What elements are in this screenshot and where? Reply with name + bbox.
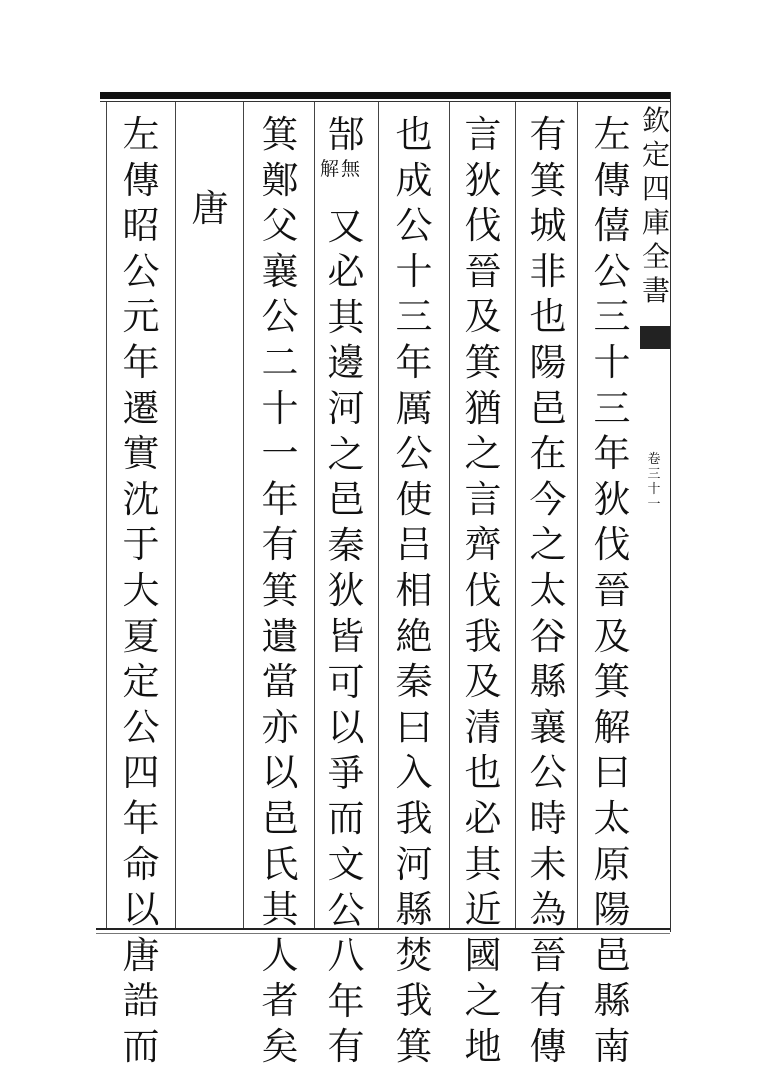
text-char: 命 <box>122 842 160 886</box>
text-char: 縣 <box>593 979 631 1023</box>
column-divider <box>378 102 379 928</box>
text-char: 昭 <box>122 204 160 248</box>
text-char: 傳 <box>529 1024 567 1068</box>
text-char: 公 <box>593 249 631 293</box>
juan-char: 卷 <box>647 452 661 467</box>
text-char: 我 <box>395 796 433 840</box>
text-char: 而 <box>122 1024 160 1068</box>
text-char: 公 <box>395 204 433 248</box>
text-char: 之 <box>529 523 567 567</box>
column-divider <box>175 102 176 928</box>
text-char: 河 <box>395 842 433 886</box>
text-char: 遺 <box>261 614 299 658</box>
text-char: 文 <box>327 842 365 886</box>
note-char: 解 <box>319 158 339 180</box>
text-char: 及 <box>464 660 502 704</box>
column-divider <box>243 102 244 928</box>
text-char: 左 <box>122 113 160 156</box>
text-char: 解 <box>593 705 631 749</box>
text-char: 郜 <box>327 113 365 156</box>
text-char: 元 <box>122 295 160 339</box>
text-char: 可 <box>327 660 365 704</box>
top-border-thin <box>100 101 670 102</box>
text-char: 沈 <box>122 477 160 521</box>
text-char: 時 <box>529 796 567 840</box>
text-char: 及 <box>593 614 631 658</box>
text-char: 狄 <box>464 158 502 202</box>
text-char: 成 <box>395 158 433 202</box>
text-char: 公 <box>122 249 160 293</box>
text-char: 氏 <box>261 842 299 886</box>
text-char: 十 <box>395 249 433 293</box>
text-char: 遷 <box>122 386 160 430</box>
text-char: 年 <box>327 979 365 1023</box>
text-char: 伐 <box>464 204 502 248</box>
text-char: 狄 <box>327 569 365 613</box>
text-char: 公 <box>327 888 365 932</box>
text-char: 必 <box>327 250 365 294</box>
text-char: 焚 <box>395 933 433 977</box>
column-divider <box>515 102 516 928</box>
text-char: 皆 <box>327 614 365 658</box>
text-char: 唐 <box>122 933 160 977</box>
text-char: 襄 <box>261 249 299 293</box>
text-char: 其 <box>464 842 502 886</box>
text-char: 鄭 <box>261 158 299 202</box>
text-char: 傳 <box>122 158 160 202</box>
text-char: 十 <box>593 340 631 384</box>
text-char: 八 <box>327 934 365 978</box>
text-char: 晉 <box>464 249 502 293</box>
text-char: 晉 <box>593 568 631 612</box>
text-char: 清 <box>464 705 502 749</box>
title-char: 定 <box>641 138 670 171</box>
note-char: 無 <box>341 158 361 180</box>
column-divider <box>106 102 107 928</box>
text-char: 父 <box>261 204 299 248</box>
text-char: 城 <box>529 204 567 248</box>
text-char: 絶 <box>395 614 433 658</box>
text-char: 河 <box>327 386 365 430</box>
column-divider <box>577 102 578 928</box>
text-char: 太 <box>529 568 567 612</box>
text-char: 年 <box>122 340 160 384</box>
text-char: 在 <box>529 432 567 476</box>
text-char: 邑 <box>593 933 631 977</box>
text-char: 秦 <box>395 660 433 704</box>
text-char: 以 <box>261 751 299 795</box>
text-char: 公 <box>395 432 433 476</box>
text-column-1 <box>584 112 640 1069</box>
juan-label <box>644 452 664 512</box>
text-column-5 <box>318 112 374 1070</box>
text-char: 年 <box>395 340 433 384</box>
text-char: 縣 <box>529 660 567 704</box>
interlinear-note <box>310 158 370 202</box>
text-char: 厲 <box>395 386 433 430</box>
text-char: 唐 <box>191 187 229 230</box>
text-char: 邊 <box>327 341 365 385</box>
top-border <box>100 92 670 99</box>
text-char: 當 <box>261 660 299 704</box>
text-char: 人 <box>261 933 299 977</box>
note-right <box>320 158 339 202</box>
text-char: 也 <box>529 295 567 339</box>
text-column-4 <box>386 112 442 1069</box>
text-char: 近 <box>464 888 502 932</box>
text-char: 一 <box>261 432 299 476</box>
text-char: 夏 <box>122 614 160 658</box>
text-char: 邑 <box>529 386 567 430</box>
text-char: 南 <box>593 1024 631 1068</box>
text-char: 國 <box>464 933 502 977</box>
text-char: 有 <box>529 979 567 1023</box>
text-char: 年 <box>593 432 631 476</box>
text-char: 有 <box>529 113 567 156</box>
text-char: 公 <box>529 751 567 795</box>
text-char: 十 <box>261 386 299 430</box>
text-char: 亦 <box>261 705 299 749</box>
juan-char: 十 <box>647 482 661 497</box>
text-char: 年 <box>261 477 299 521</box>
text-char: 為 <box>529 888 567 932</box>
note-left <box>341 158 360 202</box>
title-char: 庫 <box>641 206 670 239</box>
text-char: 未 <box>529 842 567 886</box>
text-char: 之 <box>327 432 365 476</box>
text-char: 實 <box>122 432 160 476</box>
text-char: 我 <box>464 614 502 658</box>
text-char: 使 <box>395 477 433 521</box>
juan-char: 三 <box>647 467 661 482</box>
text-char: 秦 <box>327 523 365 567</box>
text-char: 非 <box>529 249 567 293</box>
title-char: 全 <box>641 240 670 273</box>
text-char: 之 <box>464 432 502 476</box>
text-char: 者 <box>261 979 299 1023</box>
text-char: 于 <box>122 523 160 567</box>
text-char: 有 <box>327 1025 365 1069</box>
text-char: 爭 <box>327 751 365 795</box>
text-char: 邑 <box>261 796 299 840</box>
text-char: 公 <box>122 705 160 749</box>
text-char: 有 <box>261 523 299 567</box>
text-char: 箕 <box>529 158 567 202</box>
text-char: 四 <box>122 751 160 795</box>
text-char: 以 <box>327 706 365 750</box>
text-char: 伐 <box>464 568 502 612</box>
text-char: 之 <box>464 979 502 1023</box>
text-char: 襄 <box>529 705 567 749</box>
book-title <box>636 104 676 308</box>
text-char: 箕 <box>593 660 631 704</box>
text-column-8 <box>113 112 169 1069</box>
text-column-6 <box>252 112 308 1069</box>
text-char: 猶 <box>464 386 502 430</box>
title-char: 書 <box>641 274 670 307</box>
text-char: 曰 <box>395 705 433 749</box>
text-char: 言 <box>464 113 502 156</box>
text-char: 及 <box>464 295 502 339</box>
text-char: 原 <box>593 842 631 886</box>
column-divider <box>314 102 315 928</box>
text-char: 谷 <box>529 614 567 658</box>
text-char: 入 <box>395 751 433 795</box>
text-char: 誥 <box>122 979 160 1023</box>
juan-char: 一 <box>647 497 661 512</box>
text-char: 年 <box>122 796 160 840</box>
text-char: 地 <box>464 1024 502 1068</box>
text-char: 縣 <box>395 888 433 932</box>
text-char: 公 <box>261 295 299 339</box>
text-char: 必 <box>464 796 502 840</box>
text-char: 也 <box>395 113 433 156</box>
text-column-2 <box>520 112 576 1069</box>
text-char: 其 <box>261 888 299 932</box>
section-heading <box>182 186 238 232</box>
title-char: 四 <box>641 172 670 205</box>
text-char: 今 <box>529 477 567 521</box>
text-char: 吕 <box>395 523 433 567</box>
text-char: 三 <box>395 295 433 339</box>
column-divider <box>449 102 450 928</box>
text-char: 我 <box>395 979 433 1023</box>
fish-tail-mark <box>640 326 670 346</box>
text-char: 箕 <box>395 1024 433 1068</box>
title-char: 欽 <box>641 104 670 137</box>
text-char: 相 <box>395 568 433 612</box>
text-char: 二 <box>261 340 299 384</box>
text-char: 箕 <box>464 340 502 384</box>
text-char: 晉 <box>529 933 567 977</box>
text-char: 箕 <box>261 568 299 612</box>
text-char: 傳 <box>593 158 631 202</box>
text-char: 矣 <box>261 1024 299 1068</box>
text-char: 定 <box>122 660 160 704</box>
text-char: 以 <box>122 888 160 932</box>
text-char: 左 <box>593 113 631 156</box>
fish-tail-line <box>640 346 670 349</box>
text-char: 言 <box>464 477 502 521</box>
text-char: 而 <box>327 797 365 841</box>
text-char: 三 <box>593 386 631 430</box>
text-char: 狄 <box>593 477 631 521</box>
text-char: 齊 <box>464 523 502 567</box>
text-char: 伐 <box>593 523 631 567</box>
text-char: 也 <box>464 751 502 795</box>
text-column-3 <box>455 112 511 1069</box>
text-char: 曰 <box>593 751 631 795</box>
text-char: 箕 <box>261 113 299 156</box>
text-char: 邑 <box>327 478 365 522</box>
text-char: 太 <box>593 796 631 840</box>
text-char: 又 <box>327 204 365 248</box>
text-char: 僖 <box>593 204 631 248</box>
text-char: 大 <box>122 568 160 612</box>
text-char: 陽 <box>593 888 631 932</box>
text-char: 三 <box>593 295 631 339</box>
text-char: 其 <box>327 295 365 339</box>
text-char: 陽 <box>529 340 567 384</box>
